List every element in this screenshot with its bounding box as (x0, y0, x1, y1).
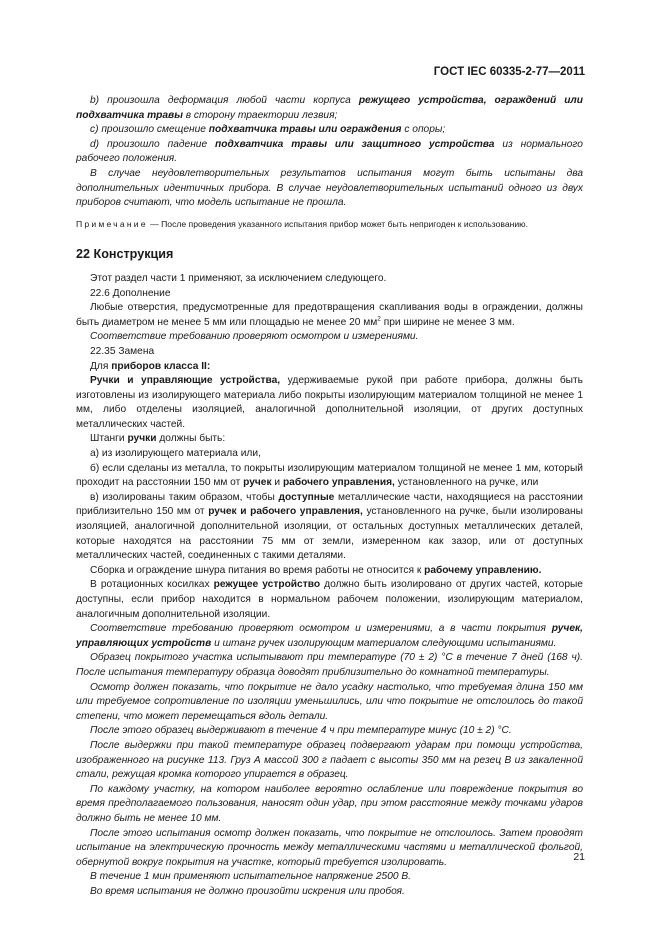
holes-superscript: 2 (377, 315, 381, 323)
check2-tail: и штанг ручек изолирующим материалом следующими испытаниями. (214, 637, 557, 649)
rods-paragraph (76, 432, 583, 447)
option-c (76, 491, 583, 564)
rotary-paragraph (76, 578, 583, 622)
cold-paragraph: После этого образец выдерживают в течение 4 ч при температуре минус (10 ± 2) °С. (90, 725, 512, 737)
nospark-paragraph: Во время испытания не должно произойти искрения или пробоя. (90, 885, 405, 897)
check2-term: ручек, управляющих устройств (76, 623, 583, 649)
item-b-text: b) произошла деформация любой части корпуса (90, 95, 351, 106)
item-c-term: подхватчика травы или ограждения (208, 124, 402, 136)
option-b (76, 462, 583, 491)
option-c-term-2: ручек и рабочего управления, (208, 506, 363, 518)
electric-paragraph: После этого испытания осмотр должен показать, что покрытие не отслоилось. Затем проводят испытание на электрическую прочность между металлическими частями и металлической фольгой, обернутой вокруг покрытия на участке, который требуется изолировать. (76, 827, 583, 868)
item-d (76, 138, 583, 167)
note (76, 217, 583, 232)
item-c (76, 123, 583, 138)
intro-paragraph: Этот раздел части 1 применяют, за исключением следующего. (90, 272, 387, 284)
check2-text: Соответствие требованию проверяют осмотром и измерениями, а в части покрытия (90, 623, 546, 635)
holes-tail: при ширине не менее 3 мм. (383, 316, 515, 328)
page-number: 21 (573, 851, 585, 863)
item-d-tail: из нормального рабочего положения. (76, 138, 583, 165)
subsection-22-6: 22.6 Дополнение (90, 287, 171, 299)
holes-paragraph (76, 301, 583, 330)
item-d-text: d) произошло падение (90, 138, 208, 150)
option-b-term-1: ручек (243, 477, 272, 489)
handles-term: Ручки и управляющие устройства, (90, 375, 281, 387)
cord-term: рабочему управлению. (424, 564, 542, 576)
option-c-tail: установленного на ручке, были изолированы изоляцией, аналогичной дополнительной изоляции, от остальных доступных металлических деталей, которые находятся на расстоянии 75 мм от земли, измеренном как зазор, или от доступных металлических частей, соединенных с такими деталями. (76, 506, 583, 562)
item-b (76, 94, 583, 123)
unsatisfactory-paragraph: В случае неудовлетворительных результатов испытания могут быть испытаны два дополнительных идентичных прибора. В случае неудовлетворительных испытаний одного из двух приборов считают, что модель испытание не прошла. (76, 167, 583, 209)
check-paragraph-1: Соответствие требованию проверяют осмотром и измерениями. (90, 331, 419, 343)
rotary-text: В ротационных косилках (90, 579, 210, 591)
option-b-tail: установленного на ручке, или (397, 477, 539, 489)
class2-text: Для (90, 360, 109, 372)
class2-paragraph (76, 360, 583, 375)
rotary-tail: должно быть изолировано от других частей, которые доступны, если прибор находится в нормальном рабочем положении, изолирующим материалом, аналогичным дополнительной изоляции. (76, 579, 583, 620)
document-header: ГОСТ IEC 60335-2-77—2011 (433, 66, 585, 78)
sample-paragraph: Образец покрытого участка испытывают при температуре (70 ± 2) °С в течение 7 дней (168 ч). После испытания температуру образца доводят приблизительно до комнатной температуры. (76, 652, 583, 678)
rotary-term: режущее устройство (213, 579, 321, 591)
item-c-text: c) произошло смещение (90, 124, 206, 136)
rods-text: Штанги (90, 433, 125, 445)
option-c-term-1: доступные (278, 491, 335, 503)
item-b-term: режущего устройства, ограждений или подхватчика травы (76, 95, 583, 121)
handles-paragraph (76, 374, 583, 432)
impact-paragraph: После выдержки при такой температуре образец подвергают ударам при помощи устройства, изображенного на рисунке 113. Груз А массой 300 г падает с высоты 350 мм на резец В из закаленной стали, режущая кромка которого упирается в образец. (76, 739, 583, 781)
option-c-mid: металлические части, находящиеся на расстоянии приблизительно 150 мм от (76, 491, 583, 518)
option-a: а) из изолирующего материала или, (90, 448, 261, 460)
handles-text: удерживаемые рукой при работе прибора, должны быть изготовлены из изолирующего материала либо покрыты изолирующим материалом толщиной не менее 1 мм, либо отделены изоляцией, аналогичной дополнительной изоляции, от других доступных металлических частей. (76, 375, 583, 430)
class2-term: приборов класса II: (111, 360, 211, 372)
item-b-tail: в сторону траектории лезвия; (185, 109, 338, 121)
holes-text: Любые отверстия, предусмотренные для предотвращения скапливания воды в ограждении, должны быть диаметром не менее 5 мм или площадью не менее 20 мм (76, 302, 583, 328)
page-content (76, 94, 583, 899)
blow-paragraph: По каждому участку, на котором наиболее вероятно ослабление или повреждение покрытия во время предполагаемого пользования, наносят один удар, при этом расстояние между точками ударов должно быть не менее 10 мм. (76, 783, 583, 824)
option-b-text: б) если сделаны из металла, то покрыты изолирующим материалом толщиной не менее 1 мм, который проходит на расстоянии 150 мм от (76, 462, 583, 489)
cord-text: Сборка и ограждение шнура питания во время работы не относится к (90, 564, 422, 576)
voltage-paragraph: В течение 1 мин применяют испытательное напряжение 2500 В. (90, 871, 412, 883)
item-c-tail: с опоры; (404, 124, 446, 136)
section-title: 22 Конструкция (76, 247, 174, 262)
check-paragraph-2 (76, 622, 583, 651)
option-b-term-2: рабочего управления, (282, 477, 395, 489)
note-label: Примечание (76, 218, 148, 229)
option-b-and: и (274, 477, 281, 489)
rods-term: ручки (127, 433, 157, 445)
note-text: — После проведения указанного испытания прибор может быть непригоден к использованию. (150, 218, 528, 229)
rods-tail: должны быть: (159, 433, 226, 445)
subsection-22-35: 22.35 Замена (90, 345, 155, 357)
option-c-text: в) изолированы таким образом, чтобы (90, 491, 275, 503)
cord-paragraph (76, 564, 583, 579)
inspect-paragraph: Осмотр должен показать, что покрытие не дало усадку настолько, что требуемая длина 150 мм или требуемое сопротивление по изоляции уменьшились, или что покрытие не отслоилось до такой степени, что может перемещаться вдоль детали. (76, 681, 583, 722)
item-d-term: подхватчика травы или защитного устройства (215, 138, 495, 150)
